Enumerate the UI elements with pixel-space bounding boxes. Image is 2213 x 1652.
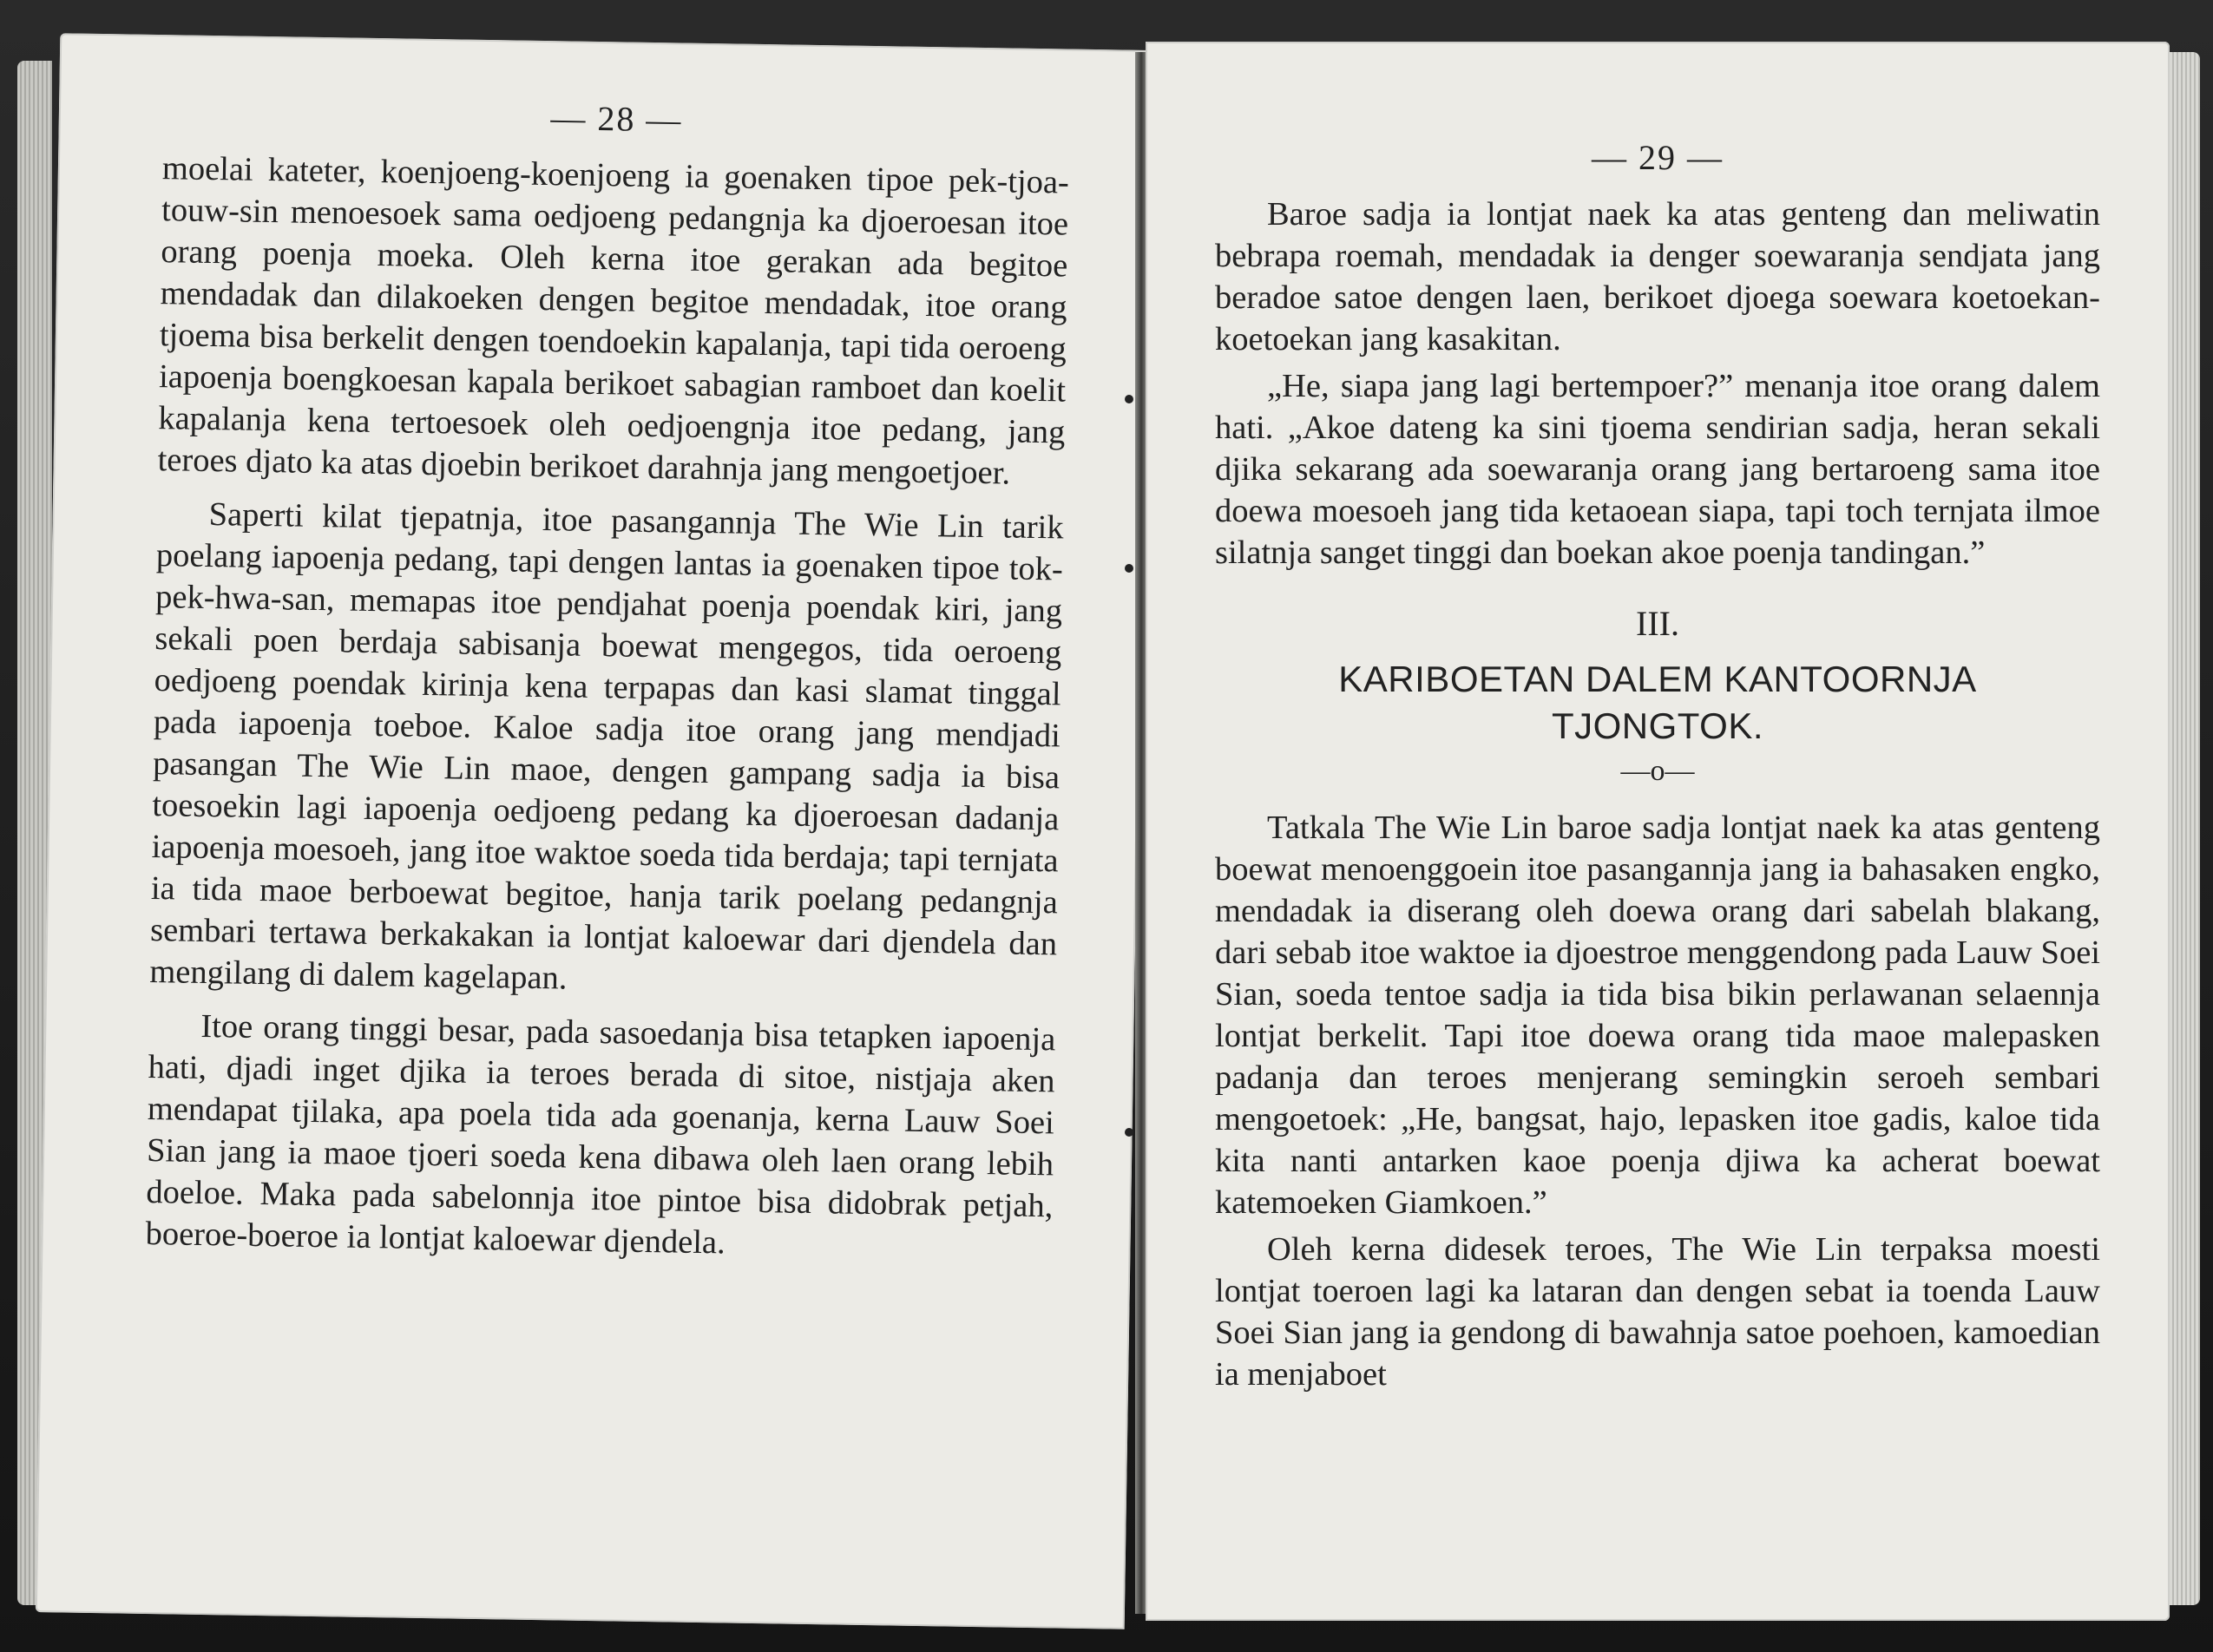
left-paragraph-1: moelai kateter, koenjoeng-koenjoeng ia goenaken tipoe pek-tjoa-touw-sin menoesoek sama oedjoeng pedangnja ka djoeroesan itoe orang poenja moeka. Oleh kerna itoe gerakan ada begitoe mendadak dan dilakoeken dengen begitoe mendadak, itoe orang tjoema bisa berkelit dengen toendoekin kapalanja, tapi tida oeroeng iapoenja boengkoesan kapala berikoet sabagian ramboet dan koelit kapalanja kena tertoesoek oleh oedjoengnja itoe pedang, jang teroes djato ka atas djoebin berikoet darahnja jang mengoetjoer. xyxy=(157,150,1070,492)
chapter-number: III. xyxy=(1636,604,1679,643)
right-paragraph-4: Oleh kerna didesek teroes, The Wie Lin terpaksa moesti lontjat toeroen lagi ka lataran dan dengen sebat ia toenda Lauw Soei Sian jang ia gendong di bawahnja satoe poehoen, kamoedian ia menjaboet xyxy=(1215,1231,2100,1393)
page-number-left: — 28 — xyxy=(550,98,683,140)
chapter-ornament: —o— xyxy=(1620,755,1695,787)
page-number-right: — 29 — xyxy=(1592,138,1724,177)
left-paragraph-3: Itoe orang tinggi besar, pada sasoedanja bisa tetapken iapoenja hati, djadi inget djika ia teroes berada di sitoe, nistjaja aken mendapat tjilaka, apa poela tida ada goenanja, kerna Lauw Soei Sian jang ia maoe tjoeri soeda kena dibawa oleh laen orang lebih doeloe. Maka pada sabelonnja itoe pintoe bisa didobrak petjah, boeroe-boeroe ia lontjat kaloewar djendela. xyxy=(145,1007,1056,1262)
right-page-text-top xyxy=(1215,193,2100,574)
binding-stitch xyxy=(1125,395,1133,403)
right-paragraph-3: Tatkala The Wie Lin baroe sadja lontjat naek ka atas genteng boewat menoenggoein itoe pasangannja jang ia bahasaken engko, mendadak ia diserang oleh doewa orang dari sabelah blakang, dari sebab itoe waktoe ia djoestroe menggendong pada Lauw Soei Sian, soeda tentoe sadja ia tida bisa bikin perlawanan selaennja lontjat berkelit. Tapi itoe doewa orang tida maoe malepasken padanja dan teroes menjerang semingkin seroeh sembari mengoetoek: „He, bangsat, hajo, lepasken itoe gadis, kaloe tida kita nanti antarken kaoe poenja djiwa ka acherat boewat katemoeken Giamkoen.” xyxy=(1215,810,2100,1221)
binding-stitch xyxy=(1125,564,1133,573)
chapter-title xyxy=(1215,656,2100,750)
left-page xyxy=(36,33,1149,1629)
left-page-text xyxy=(145,148,1069,1268)
binding-stitch xyxy=(1125,1128,1133,1137)
right-paragraph-1: Baroe sadja ia lontjat naek ka atas genteng dan meliwatin bebrapa roemah, mendadak ia denger soewaranja sendjata jang beradoe satoe dengen laen, berikoet djoega soewara koetoekan-koetoekan jang kasakitan. xyxy=(1215,196,2100,357)
right-paragraph-2: „He, siapa jang lagi bertempoer?” menanja itoe orang dalem hati. „Akoe dateng ka sini tjoema sendirian sadja, heran sekali djika sekarang ada soewaranja orang jang bertaroeng sama itoe doewa moesoeh jang tida ketaoean siapa, tapi toch ternjata ilmoe silatnja sanget tinggi dan boekan akoe poenja tandingan.” xyxy=(1215,368,2100,571)
left-paragraph-2: Saperti kilat tjepatnja, itoe pasangannja The Wie Lin tarik poelang iapoenja pedang, tapi dengen lantas ia goenaken tipoe tok-pek-hwa-san, memapas itoe pendjahat poenja poendak kiri, jang sekali poen berdaja sabisanja boewat mengegos, tida oeroeng oedjoeng poendak kirinja kena terpapas dan kasi slamat tinggal pada iapoenja toeboe. Kaloe sadja itoe orang jang mendjadi pasangan The Wie Lin maoe, dengen gampang sadja ia bisa toesoekin lagi iapoenja oedjoeng pedang ka djoeroesan dadanja iapoenja moesoeh, jang itoe waktoe soeda tida berdaja; tapi ternjata ia tida maoe berboewat begitoe, hanja tarik poelang pedangnja sembari tertawa berkakakan ia lontjat kaloewar dari djendela dan mengilang di dalem kagelapan. xyxy=(149,496,1064,997)
chapter-title-line-2: TJONGTOK. xyxy=(1551,705,1764,746)
right-page-text-bottom xyxy=(1215,807,2100,1395)
chapter-title-line-1: KARIBOETAN DALEM KANTOORNJA xyxy=(1338,659,1977,699)
book-edge-right xyxy=(2165,52,2200,1605)
right-page xyxy=(1146,42,2170,1621)
